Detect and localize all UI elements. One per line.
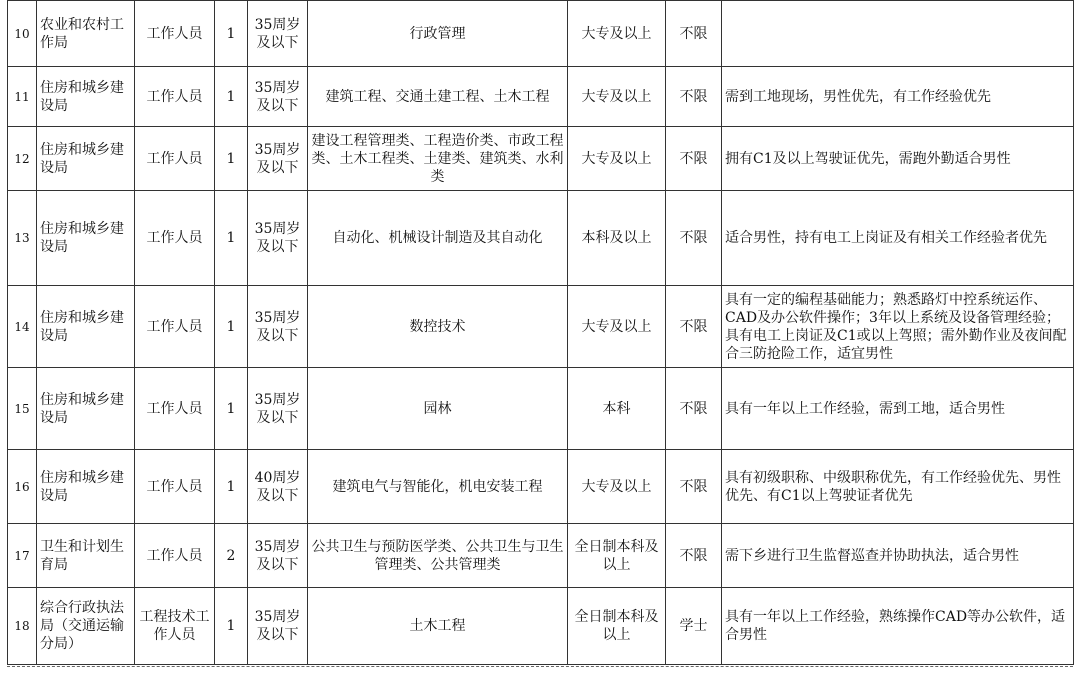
headcount: 1 — [215, 286, 248, 368]
position: 工作人员 — [135, 450, 215, 524]
degree: 不限 — [666, 450, 722, 524]
other-requirements: 具有一年以上工作经验，需到工地，适合男性 — [722, 368, 1074, 450]
age-limit: 35周岁及以下 — [248, 191, 308, 286]
table-row — [8, 127, 1074, 191]
degree: 不限 — [666, 1, 722, 67]
headcount: 2 — [215, 524, 248, 588]
other-requirements: 拥有C1及以上驾驶证优先，需跑外勤适合男性 — [722, 127, 1074, 191]
other-requirements: 具有初级职称、中级职称优先，有工作经验优先、男性优先、有C1以上驾驶证者优先 — [722, 450, 1074, 524]
department: 住房和城乡建设局 — [37, 450, 135, 524]
row-number: 13 — [8, 191, 37, 286]
department: 住房和城乡建设局 — [37, 67, 135, 127]
department: 卫生和计划生育局 — [37, 524, 135, 588]
row-number: 14 — [8, 286, 37, 368]
degree: 不限 — [666, 67, 722, 127]
position: 工作人员 — [135, 1, 215, 67]
other-requirements: 适合男性，持有电工上岗证及有相关工作经验者优先 — [722, 191, 1074, 286]
row-number: 12 — [8, 127, 37, 191]
table-row — [8, 286, 1074, 368]
department: 住房和城乡建设局 — [37, 368, 135, 450]
row-number: 10 — [8, 1, 37, 67]
table-row — [8, 368, 1074, 450]
other-requirements: 具有一年以上工作经验，熟练操作CAD等办公软件，适合男性 — [722, 588, 1074, 665]
age-limit: 35周岁及以下 — [248, 127, 308, 191]
age-limit: 40周岁及以下 — [248, 450, 308, 524]
table-row — [8, 524, 1074, 588]
education: 本科 — [568, 368, 666, 450]
department: 农业和农村工作局 — [37, 1, 135, 67]
row-number: 11 — [8, 67, 37, 127]
other-requirements: 具有一定的编程基础能力；熟悉路灯中控系统运作、CAD及办公软件操作；3年以上系统及设备管理经验；具有电工上岗证及C1或以上驾照；需外勤作业及夜间配合三防抢险工作，适宜男性 — [722, 286, 1074, 368]
department: 住房和城乡建设局 — [37, 127, 135, 191]
major: 数控技术 — [308, 286, 568, 368]
degree: 不限 — [666, 286, 722, 368]
education: 大专及以上 — [568, 450, 666, 524]
headcount: 1 — [215, 67, 248, 127]
education: 大专及以上 — [568, 1, 666, 67]
degree: 不限 — [666, 524, 722, 588]
table-row — [8, 191, 1074, 286]
table-row — [8, 450, 1074, 524]
age-limit: 35周岁及以下 — [248, 1, 308, 67]
degree: 学士 — [666, 588, 722, 665]
table-row — [8, 588, 1074, 665]
headcount: 1 — [215, 450, 248, 524]
department: 住房和城乡建设局 — [37, 286, 135, 368]
age-limit: 35周岁及以下 — [248, 286, 308, 368]
other-requirements: 需下乡进行卫生监督巡查并协助执法，适合男性 — [722, 524, 1074, 588]
position: 工作人员 — [135, 286, 215, 368]
age-limit: 35周岁及以下 — [248, 368, 308, 450]
major: 建设工程管理类、工程造价类、市政工程类、土木工程类、土建类、建筑类、水利类 — [308, 127, 568, 191]
education: 全日制本科及以上 — [568, 588, 666, 665]
headcount: 1 — [215, 127, 248, 191]
major: 土木工程 — [308, 588, 568, 665]
education: 大专及以上 — [568, 286, 666, 368]
major: 园林 — [308, 368, 568, 450]
table-row — [8, 1, 1074, 67]
headcount: 1 — [215, 368, 248, 450]
row-number: 16 — [8, 450, 37, 524]
position: 工程技术工作人员 — [135, 588, 215, 665]
education: 全日制本科及以上 — [568, 524, 666, 588]
row-number: 18 — [8, 588, 37, 665]
education: 大专及以上 — [568, 67, 666, 127]
position: 工作人员 — [135, 368, 215, 450]
major: 建筑工程、交通土建工程、土木工程 — [308, 67, 568, 127]
major: 建筑电气与智能化，机电安装工程 — [308, 450, 568, 524]
position: 工作人员 — [135, 127, 215, 191]
major: 自动化、机械设计制造及其自动化 — [308, 191, 568, 286]
table-row — [8, 67, 1074, 127]
headcount: 1 — [215, 588, 248, 665]
degree: 不限 — [666, 191, 722, 286]
recruitment-table — [7, 0, 1074, 665]
other-requirements: 需到工地现场，男性优先，有工作经验优先 — [722, 67, 1074, 127]
department: 住房和城乡建设局 — [37, 191, 135, 286]
age-limit: 35周岁及以下 — [248, 588, 308, 665]
position: 工作人员 — [135, 67, 215, 127]
degree: 不限 — [666, 368, 722, 450]
other-requirements — [722, 1, 1074, 67]
degree: 不限 — [666, 127, 722, 191]
headcount: 1 — [215, 1, 248, 67]
major: 公共卫生与预防医学类、公共卫生与卫生管理类、公共管理类 — [308, 524, 568, 588]
position: 工作人员 — [135, 524, 215, 588]
row-number: 17 — [8, 524, 37, 588]
age-limit: 35周岁及以下 — [248, 524, 308, 588]
position: 工作人员 — [135, 191, 215, 286]
education: 大专及以上 — [568, 127, 666, 191]
page-break-line — [7, 666, 1073, 667]
major: 行政管理 — [308, 1, 568, 67]
department: 综合行政执法局（交通运输分局） — [37, 588, 135, 665]
education: 本科及以上 — [568, 191, 666, 286]
age-limit: 35周岁及以下 — [248, 67, 308, 127]
headcount: 1 — [215, 191, 248, 286]
row-number: 15 — [8, 368, 37, 450]
